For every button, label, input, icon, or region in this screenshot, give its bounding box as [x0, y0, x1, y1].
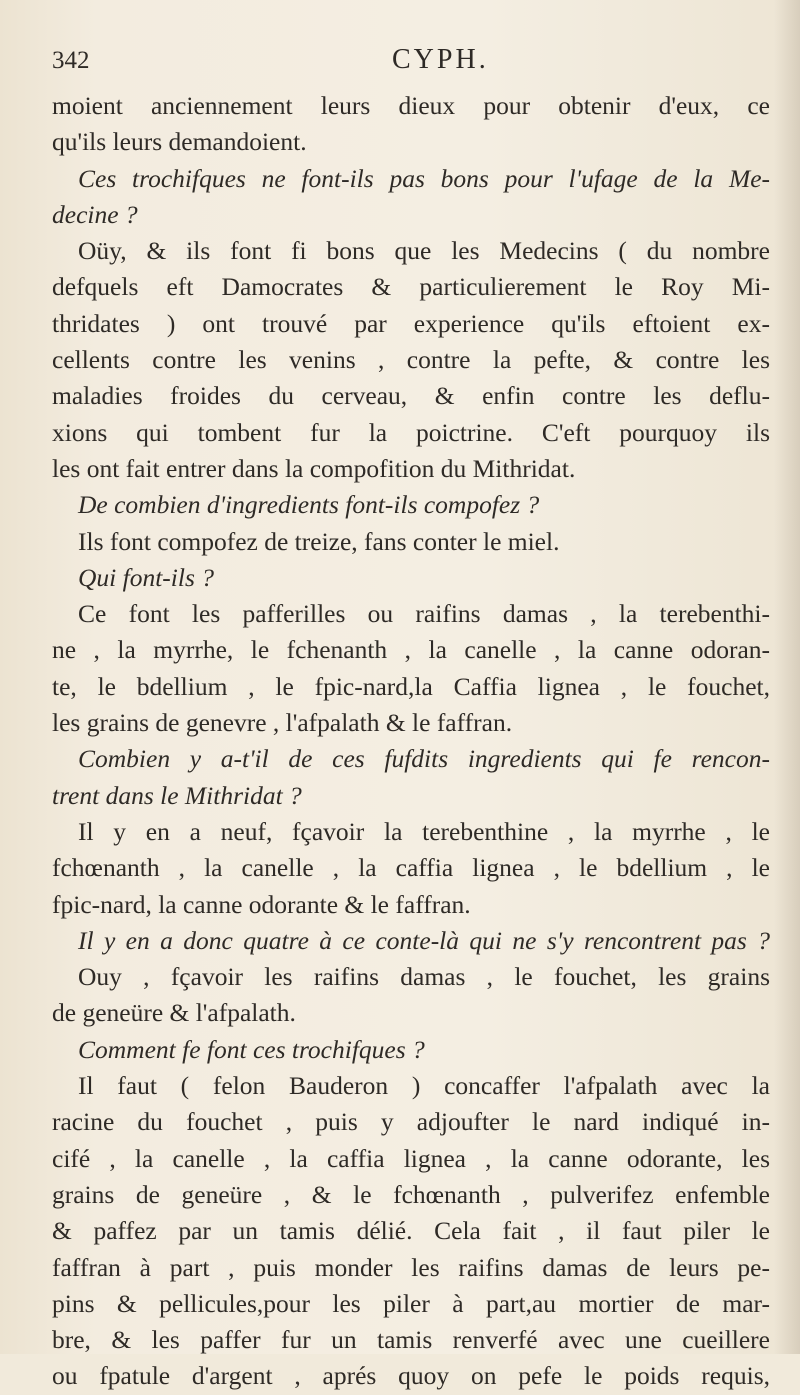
text-line: decine ?	[52, 199, 138, 229]
text-line: xions qui tombent fur la poictrine. C'eft pourquoy ils	[52, 417, 770, 447]
text-line: Comment fe font ces trochifques ?	[78, 1034, 425, 1064]
text-line: faffran à part , puis monder les raifins damas de leurs pe-	[52, 1252, 770, 1282]
page-edge-shadow	[774, 0, 800, 1354]
text-line: racine du fouchet , puis y adjoufter le nard indiqué in-	[52, 1107, 770, 1137]
text-line: moient anciennement leurs dieux pour obtenir d'eux, ce	[52, 91, 770, 120]
text-line: ou fpatule d'argent , aprés quoy on pefe le poids requis,	[52, 1361, 770, 1391]
text-line: Il y en a neuf, fçavoir la terebenthine , la myrrhe , le	[78, 816, 770, 846]
text-line: De combien d'ingredients font-ils compofez ?	[78, 490, 540, 520]
body-text	[52, 88, 770, 1395]
text-line: Ce font les pafferilles ou raifins damas , la terebenthi-	[78, 599, 770, 629]
text-line: qu'ils leurs demandoient.	[52, 127, 307, 157]
text-line: fpic-nard, la canne odorante & le faffran.	[52, 889, 471, 919]
text-line: Il y en a donc quatre à ce conte-là qui ne s'y rencontrent pas ?	[78, 925, 770, 955]
text-line: trent dans le Mithridat ?	[52, 780, 302, 810]
text-line: Oüy, & ils font fi bons que les Medecins ( du nombre	[78, 236, 770, 266]
text-line: maladies froides du cerveau, & enfin contre les deflu-	[52, 381, 770, 411]
text-line: Qui font-ils ?	[78, 562, 215, 592]
text-line: Ils font compofez de treize, fans conter le miel.	[78, 526, 560, 556]
text-line: les ont fait entrer dans la compofition du Mithridat.	[52, 453, 576, 483]
text-line: Combien y a-t'il de ces fufdits ingredients qui fe rencon-	[78, 744, 770, 774]
text-line: & paffez par un tamis délié. Cela fait , il faut piler le	[52, 1216, 770, 1246]
running-head: CYPH.	[392, 44, 489, 75]
text-line: fchœnanth , la canelle , la caffia lignea , le bdellium , le	[52, 853, 770, 883]
text-line: Il faut ( felon Bauderon ) concaffer l'afpalath avec la	[78, 1071, 770, 1101]
page-number: 342	[52, 47, 90, 74]
text-line: de geneüre & l'afpalath.	[52, 998, 296, 1028]
text-line: cellents contre les venins , contre la pefte, & contre les	[52, 345, 770, 375]
text-line: bre, & les paffer fur un tamis renverfé avec une cueillere	[52, 1325, 770, 1355]
text-line: defquels eft Damocrates & particulierement le Roy Mi-	[52, 272, 770, 302]
text-line: grains de geneüre , & le fchœnanth , pulverifez enfemble	[52, 1179, 770, 1209]
text-line: cifé , la canelle , la caffia lignea , la canne odorante, les	[52, 1143, 770, 1173]
text-line: thridates ) ont trouvé par experience qu'ils eftoient ex-	[52, 308, 770, 338]
page-header	[52, 44, 770, 88]
text-line: les grains de genevre , l'afpalath & le faffran.	[52, 708, 513, 738]
text-line: Ces trochifques ne font-ils pas bons pour l'ufage de la Me-	[78, 163, 770, 193]
text-line: pins & pellicules,pour les piler à part,au mortier de mar-	[52, 1288, 770, 1318]
text-block	[52, 44, 770, 1395]
text-line: te, le bdellium , le fpic-nard,la Caffia lignea , le fouchet,	[52, 671, 770, 701]
text-line: Ouy , fçavoir les raifins damas , le fouchet, les grains	[78, 962, 770, 992]
text-line: ne , la myrrhe, le fchenanth , la canelle , la canne odoran-	[52, 635, 770, 665]
